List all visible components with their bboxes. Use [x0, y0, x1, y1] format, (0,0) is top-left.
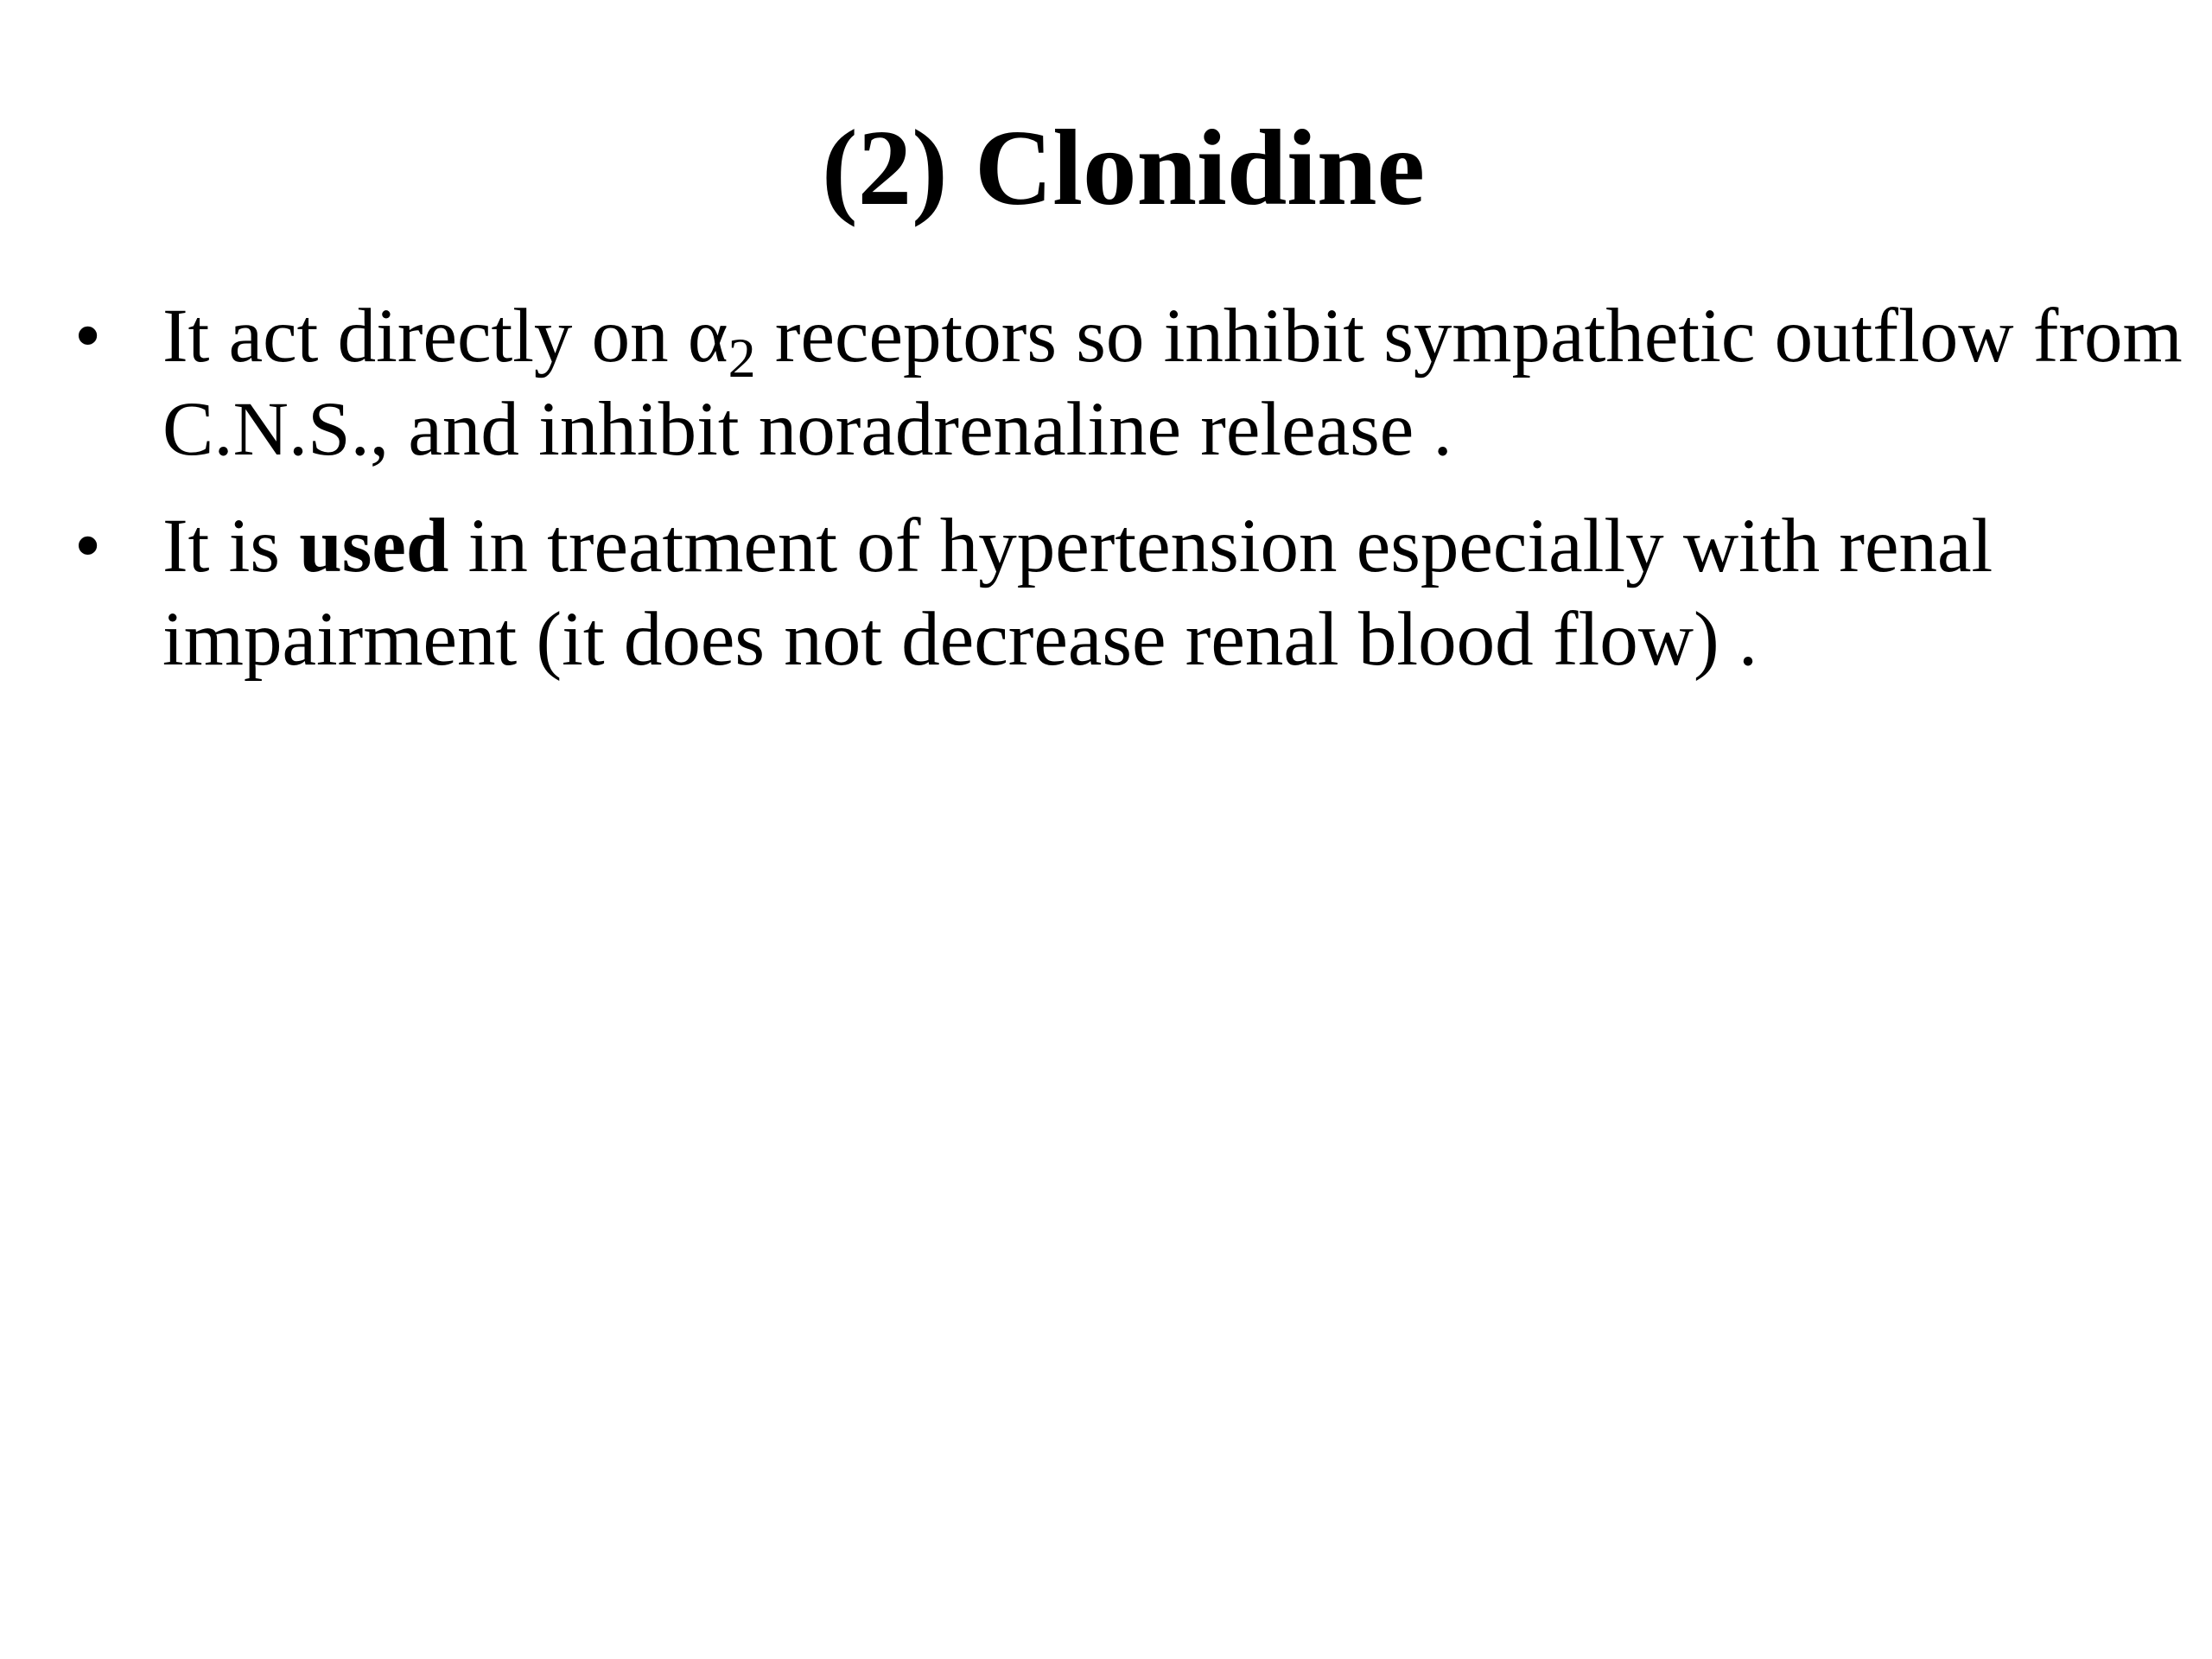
bullet-text-end: receptors so inhibit sympathetic outflow from C.N.S., and inhibit noradrenaline release . [162, 294, 2183, 472]
bullet-text-end: in treatment of hypertension especially with renal impairment (it does not decrease renal blood flow) . [162, 504, 1993, 682]
alpha-subscript: 2 [728, 327, 756, 389]
bullet-icon: • [74, 294, 102, 378]
bold-keyword: used [299, 504, 449, 588]
alpha-symbol: α [687, 294, 728, 378]
slide-title: (2) Clonidine [822, 109, 1425, 228]
bullet-text-start: It act directly on [162, 294, 688, 378]
bullet-icon: • [74, 504, 102, 588]
bullet-item-mechanism [74, 289, 2200, 476]
bullet-item-use [74, 499, 2200, 686]
bullet-text-start: It is [162, 504, 300, 588]
bullet-list [74, 289, 2200, 709]
